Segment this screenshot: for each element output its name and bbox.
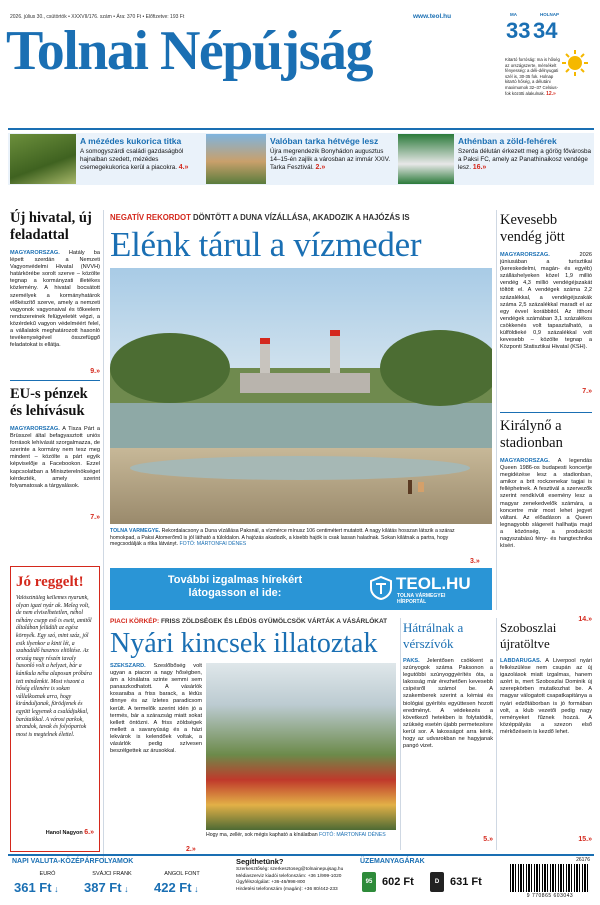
article-uj-hivatal[interactable]: Új hivatal, új feladattal MAGYARORSZÁG. Hatály ba lépett szerdán a Nemzeti Vagyonvédelmi Hivatal (NVVH) határkörébe sorolt szerve – közölte tegnap a kormányzati illetékes közlemény. A hivatal bocsátott személyek a kormányhatárok előkészítő szerve, amely a nemzeti vagyonok vagyonaival és tőkeelem rendszereinek felügyeletét végzi, a közérdekű vagyon védelméért felel, a vállalatok meghatározott hasonló tevékenységével összefüggő feladatokat is ellátja. 9.» bbox=[10, 210, 100, 375]
ad-brand: TEOL.HU bbox=[396, 574, 471, 593]
main-kicker: NEGATÍV REKORDOT DÖNTÖTT A DUNA VÍZÁLLÁSA, AKADOZIK A HAJÓZÁS IS bbox=[110, 213, 410, 222]
weather-day2: HOLNAP bbox=[540, 12, 559, 17]
article-body: LABDARÚGÁS. A Liverpool nyári felkészülése nem csupán az új igazolások miatt izgalmas, hanem azért is, mert Szoboszlai Dominik új szerepkörben mutatkozhat be. A magyar válogatott csapatkapitánya a nyári edzőtáborban is jó formában volt, a klub vezetői pedig nagy reményeket fűznek hozzá. A középpályás a szezon első mérkőzésein is kezdő lehet. bbox=[500, 658, 592, 735]
market-caption: Hogy ma, zellér, sok mégis kapható a kínálatban FOTÓ: MÁRTONFAI DÉNES bbox=[206, 832, 386, 838]
weather-text: Kitartó forróság: ma is hőség az országszerte, mérsékelt fényesség: a déli-délnyugati szél is, 30-35 fok. Holnap kitartó hőség, a délutáni maximumok 32–37 Celsius-fok közötti alakulnak. 12.» bbox=[505, 57, 560, 97]
teaser-photo-festival bbox=[206, 134, 266, 184]
article-body: MAGYARORSZÁG. 2026 júniusában a turisztikai (kereskedelmi, magán- és egyéb) szálláshelyeken közel 1,9 millió vendég 4,3 millió vendégéjszakát töltött el. A vendégek száma 2,2 százalékkal, a vendégéjszakák száma 2,5 százalékkal maradt el az egy évvel korábbitól. Az itthoni vendégek számában 3,1 százalékos csökkenés volt tapasztalható, a külföldieké 0,9 százalékkal volt kevesebb – közölte tegnap a Központi Statisztikai Hivatal (KSH). bbox=[500, 252, 592, 351]
article-hatralnak[interactable]: Hátrálnak a vérszívók PAKS. Jelentősen csökkent a szúnyogok száma Paksonon a legutóbbi szúnyoggyérítés óta, a lakosság már érezhetően kevesebb csípésről számol be. A szakemberek szerint a kémiai és biológiai gyérítés együttesen hozott eredményt. A védekezés a következő hetekben is folytatódik, szükség esetén újabb permetezésre kerül sor. A lakosságot arra kérik, hogy az udvarokban ne hagyjanak pangó vizet. 5.» bbox=[403, 620, 493, 843]
article-body: MAGYARORSZÁG. Hatály ba lépett szerdán a Nemzeti Vagyonvédelmi Hivatal (NVVH) határkörébe sorolt szerve – közölte tegnap a kormányzati illetékes közlemény. A hivatal bocsátott személyek a kormányhatárok előkészítő szerve, amely a nemzeti vagyonok vagyonaival és tőkeelem rendszereinek felügyeletét végzi, a közérdekű vagyon védelméért felel, a vállalatok meghatározott hasonló tevékenységével összefüggő feladatokat is ellátja. bbox=[10, 250, 100, 349]
fuel-95-value: 602 Ft bbox=[382, 876, 414, 888]
weather-day1: MA bbox=[510, 12, 517, 17]
market-body: SZEKSZÁRD. Szeslőbőség volt ugyan a piacon a nagy hőségben, ám a kínálatra szinte semmi sem panaszkodhatott. A vásárlók kosaraiba a friss barack, a lédús dinnye és az ízletes paradicsom került. A termelők szerint idén jó a termés, bár a szárazság miatt sokat kellett öntözni. A friss zöldségek mellett a savanyúság és a házi lekvárok is kelendőek voltak, a vásárlók pedig szívesen beszélgettek az árusokkal. bbox=[110, 663, 202, 755]
currency-gbp-label: ANGOL FONT bbox=[164, 871, 200, 877]
article-body: MAGYARORSZÁG. A Tisza Párt a Brüsszel által befagyasztott uniós források lehívását szorgalmazza, de szerinte a kormány nem tesz meg mindent – közölte a párt egyik képviselője a Facebookon. Ezzel kapcsolatban a Miniszterelnökséget kérdezték, amely szerint folyamatosak a tárgyalások. bbox=[10, 426, 100, 489]
article-title: Szoboszlai újratöltve bbox=[500, 620, 557, 651]
site-link[interactable]: www.teol.hu bbox=[413, 13, 452, 20]
currency-gbp-value: 422 Ft ↓ bbox=[154, 880, 199, 895]
help-line[interactable]: Ügyfélszolgálat: +36-46/998-800 bbox=[236, 880, 306, 886]
market-kicker: PIACI KÖRKÉP: FRISS ZÖLDSÉGEK ÉS LÉDÚS GYÜMÖLCSÖK VÁRTÁK A VÁSÁRLÓKAT bbox=[110, 618, 388, 625]
ad-text: További izgalmas hírekért látogasson el ide: bbox=[167, 574, 303, 599]
oped-box[interactable]: Jó reggelt! Valószínűleg kellemes nyarunk, olyan igazi nyár ak. Meleg volt, de nem elviselhetetlen, néhol néhány csepp eső is esett, amitől általában felüdült az egész környék. Egy szó, mint száz, jól esik ilyenkor a kinti lét, a szabadidő hasznos eltöltése. Az ország nagy részén tavaly hasonló volt a helyzet, bár a kánikula néha alaposan próbára tett mindenkit. Most viszont a hőség ellenére is sokan vállalkoznak arra, hogy kiránduljanak, fürödjenek és együtt legyenek a családjukkal, barátaikkal. A városi parkok, strandok, tavak és folyópartok most is megtelnek élettel. Hanol Nagyon 6.» bbox=[10, 566, 100, 852]
currency-eur-value: 361 Ft ↓ bbox=[14, 880, 59, 895]
weather-temp2: 34 bbox=[533, 18, 558, 43]
market-headline: Nyári kincsek illatoztak bbox=[110, 628, 378, 659]
main-headline: Elénk tárul a vízmeder bbox=[110, 225, 422, 264]
weather-box bbox=[490, 10, 595, 130]
article-title: EU-s pénzek és lehívásuk bbox=[10, 386, 88, 419]
oped-title: Jó reggelt! bbox=[16, 574, 84, 590]
currency-title: NAPI VALUTA-KÖZÉPÁRFOLYAMOK bbox=[12, 858, 134, 865]
issue-line: 2026. július 30., csütörtök • XXXVII/176. szám • Ára: 370 Ft • Előfizetve: 193 Ft bbox=[10, 14, 185, 20]
barcode bbox=[508, 857, 592, 901]
main-page-ref: 3.» bbox=[470, 558, 480, 565]
main-photo-danube bbox=[110, 268, 492, 524]
barcode-issue: 26176 bbox=[576, 857, 590, 863]
article-title: Hátrálnak a vérszívók bbox=[403, 620, 464, 651]
teaser-3[interactable]: Athénban a zöld-fehérek Szerda délután érkezett meg a görög fővárosba a Paksi FC, amely az Panathinaikosz vendége lesz. 16.» bbox=[458, 136, 592, 171]
fuel-diesel-value: 631 Ft bbox=[450, 876, 482, 888]
teol-logo-icon bbox=[370, 576, 392, 600]
market-page-ref: 2.» bbox=[186, 846, 196, 853]
teaser-1[interactable]: A mézédes kukorica titka A somogyszárdi családi gazdaságból hajnalban szedett, mézédes csemegekukorica kerül a piacokra. 4.» bbox=[80, 136, 189, 171]
barcode-bars bbox=[510, 864, 590, 892]
article-body: MAGYARORSZÁG. A legendás Queen 1986-os budapesti koncertje megidézése lesz a stadionban, amikor a brit rockzenekar tagjai is felléphetnek. A fesztivál a szervezők szerint rendkívüli esemény lesz a magyar zenekedvelők számára, a koncertre már most lehet jegyet váltani. Az előadáson a Queen legnagyobb slágereit hallhatja majd a közönség, a produkciót nagyszabású fény- és hangtechnika kíséri. bbox=[500, 458, 592, 550]
ad-sub: TOLNA VÁRMEGYEI HÍRPORTÁL bbox=[397, 593, 446, 605]
market-photo bbox=[206, 663, 396, 830]
oped-author: Hanol Nagyon bbox=[45, 830, 83, 836]
currency-eur-label: EURÓ bbox=[39, 871, 56, 877]
article-title: Királynő a stadionban bbox=[500, 418, 563, 451]
fuel-pump-diesel-icon: D bbox=[430, 872, 444, 892]
help-line[interactable]: Médiaszerviz kiadói telefonszám: +36 1/999-1020 bbox=[236, 873, 342, 879]
teol-ad-banner[interactable] bbox=[110, 568, 492, 610]
sun-icon bbox=[562, 50, 588, 76]
teaser-2[interactable]: Valóban tarka hétvége lesz Újra megrendezik Bonyhádon augusztus 14–15-én zajlik a városban az immár XXIV. Tarka Fesztivál. 2.» bbox=[270, 136, 391, 171]
main-caption: TOLNA VÁRMEGYE. Rekordalacsony a Duna vízállása Paksnál, a vízmérce mínusz 106 centimétert mutatott. A nagy kilátás hosszan látszik a száraz homokpad, a Paksi Atomerőmű is jól látható a túloldalon. A hajózás akadozik, a kisebb hajók is csak lassan haladnak. Sokan kilátnak a partra, hogy megcsodálják a ritka látványt. FOTÓ: MÁRTONFAI DÉNES bbox=[110, 528, 455, 548]
teaser-photo-corn bbox=[10, 134, 76, 184]
article-body: PAKS. Jelentősen csökkent a szúnyogok száma Paksonon a legutóbbi szúnyoggyérítés óta, a lakosság már érezhetően kevesebb csípésről számol be. A szakemberek szerint a kémiai és biológiai gyérítés együttesen hozott eredményt. A védekezés a következő hetekben is folytatódik, szükség esetén újabb permetezésre kerül sor. A lakosságot arra kérik, hogy az udvarokban ne hagyjanak pangó vizet. bbox=[403, 658, 493, 750]
masthead-title: Tolnai Népújság bbox=[6, 20, 372, 82]
article-title: Új hivatal, új feladattal bbox=[10, 210, 92, 243]
article-kiralyno[interactable]: Királynő a stadionban MAGYARORSZÁG. A legendás Queen 1986-os budapesti koncertje megidézése lesz a stadionban, amikor a brit rockzenekar tagjai is felléphetnek. A fesztivál a szervezők szerint rendkívüli esemény lesz a magyar zenekedvelők számára, a koncertre már most lehet jegyet váltani. Az előadáson a Queen legnagyobb slágereit hallhatja majd a közönség, a produkciót nagyszabású fény- és hangtechnika kíséri. 14.» bbox=[500, 418, 592, 623]
article-title: Kevesebb vendég jött bbox=[500, 212, 565, 245]
oped-body: Valószínűleg kellemes nyarunk, olyan igazi nyár ak. Meleg volt, de nem elviselhetetlen, néhol néhány csepp eső is esett, amitől általában felüdült az egész környék. Egy szó, mint száz, jól esik ilyenkor a kinti lét, a szabadidő hasznos eltöltése. Az ország nagy részén tavaly hasonló volt a helyzet, bár a kánikula néha alaposan próbára tett mindenkit. Most viszont a hőség ellenére is sokan vállalkoznak arra, hogy kiránduljanak, fürödjenek és együtt legyenek a családjukkal, barátaikkal. A városi parkok, strandok, tavak és folyópartok most is megtelnek élettel. bbox=[16, 595, 92, 738]
currency-chf-value: 387 Ft ↓ bbox=[84, 880, 129, 895]
help-line[interactable]: Hirdetési telefonszám (magán): +36 80/442-233 bbox=[236, 886, 338, 892]
article-kevesebb-vendeg[interactable]: Kevesebb vendég jött MAGYARORSZÁG. 2026 júniusában a turisztikai (kereskedelmi, magán- és egyéb) szálláshelyeken közel 1,9 millió vendég 4,3 millió vendégéjszakát töltött el. A vendégek száma 2,2 százalékkal, a vendégéjszakák száma 2,5 százalékkal maradt el az egy évvel korábbitól. Az itthoni vendégek számában 3,1 százalékos csökkenés volt tapasztalható, a külföldieké 0,9 százalékkal volt kevesebb – közölte tegnap a Központi Statisztikai Hivatal (KSH). 7.» bbox=[500, 212, 592, 395]
fuel-pump-95-icon: 95 bbox=[362, 872, 376, 892]
help-line[interactable]: Szerkesztőség: szerkesztoseg@tolnainepujsag.hu bbox=[236, 867, 344, 872]
article-eu-penzek[interactable]: EU-s pénzek és lehívásuk MAGYARORSZÁG. A Tisza Párt a Brüsszel által befagyasztott uniós források lehívását szorgalmazza, de szerinte a kormány nem tesz meg mindent – közölte a párt egyik képviselője a Facebookon. Ezzel kapcsolatban a Miniszterelnökséget kérdezték, amely szerint folyamatosak a tárgyalások. 7.» bbox=[10, 386, 100, 521]
teaser-photo-football bbox=[398, 134, 454, 184]
currency-chf-label: SVÁJCI FRANK bbox=[92, 871, 132, 877]
fuel-title: ÜZEMANYAGÁRAK bbox=[360, 858, 425, 865]
weather-temp1: 33 bbox=[506, 18, 531, 43]
article-szoboszlai[interactable]: Szoboszlai újratöltve LABDARÚGÁS. A Liverpool nyári felkészülése nem csupán az új igazolások miatt izgalmas, hanem azért is, mert Szoboszlai Dominik új szerepkörben mutatkozhat be. A magyar válogatott csapatkapitánya a nyári edzőtáborban is jó formában volt, a klub vezetői pedig nagy reményeket fűznek hozzá. A középpályás a szezon első mérkőzésein is kezdő lehet. 15.» bbox=[500, 620, 592, 843]
barcode-number: 9 770865 603043 bbox=[526, 893, 574, 899]
help-box: Segíthetünk? Szerkesztőség: szerkesztoseg@tolnainepujsag.hu Médiaszerviz kiadói telefonszám: +36 1/999-1020 Ügyfélszolgálat: +36-46/998-800 Hirdetési telefonszám (magán): +36 80/442-233 bbox=[236, 857, 386, 893]
